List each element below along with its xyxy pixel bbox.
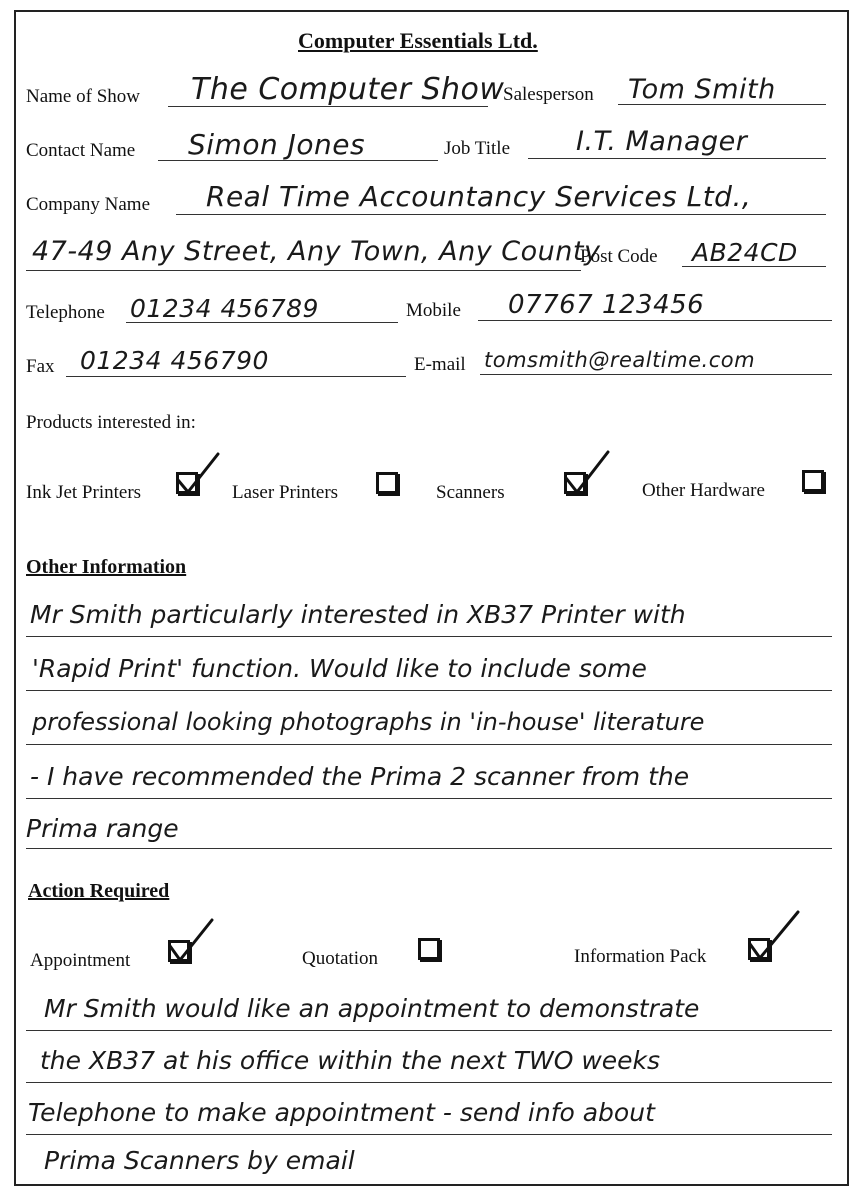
show-label: Name of Show: [26, 86, 140, 107]
other-info-text-4: - I have recommended the Prima 2 scanner from the: [30, 762, 690, 791]
fax-value[interactable]: 01234 456790: [80, 346, 269, 375]
address-line: [26, 270, 581, 271]
action-line-2: [26, 1082, 832, 1083]
mobile-label: Mobile: [406, 300, 461, 321]
email-line: [480, 374, 832, 375]
email-value[interactable]: tomsmith@realtime.com: [484, 348, 756, 372]
product-laser-label: Laser Printers: [232, 482, 339, 503]
salesperson-value[interactable]: Tom Smith: [628, 74, 776, 105]
contact-value[interactable]: Simon Jones: [188, 128, 366, 161]
other-info-line-4: [26, 798, 832, 799]
lead-form-sheet: [14, 10, 849, 1186]
company-label: Company Name: [26, 194, 151, 215]
product-other-label: Other Hardware: [642, 480, 765, 501]
action-appointment-label: Appointment: [30, 950, 131, 971]
company-line: [176, 214, 826, 215]
action-info-pack-label: Information Pack: [574, 946, 707, 967]
contact-label: Contact Name: [26, 140, 136, 161]
action-appointment-tick-icon: [166, 916, 216, 968]
company-value[interactable]: Real Time Accountancy Services Ltd.,: [206, 180, 752, 213]
other-info-text-3: professional looking photographs in 'in-house' literature: [32, 708, 705, 736]
action-text-3: Telephone to make appointment - send info about: [28, 1098, 655, 1127]
product-laser-checkbox[interactable]: [376, 472, 398, 494]
salesperson-label: Salesperson: [503, 84, 594, 105]
other-info-line-1: [26, 636, 832, 637]
other-info-text-1: Mr Smith particularly interested in XB37 Printer with: [30, 600, 686, 629]
job-title-line: [528, 158, 826, 159]
other-info-line-3: [26, 744, 832, 745]
product-other-checkbox[interactable]: [802, 470, 824, 492]
address-value[interactable]: 47-49 Any Street, Any Town, Any County: [32, 236, 601, 267]
action-text-2: the XB37 at his office within the next TWO weeks: [40, 1046, 661, 1075]
products-heading: Products interested in:: [26, 412, 196, 433]
telephone-value[interactable]: 01234 456789: [130, 294, 319, 323]
action-line-1: [26, 1030, 832, 1031]
product-scanners-tick-icon: [562, 448, 612, 500]
action-text-1: Mr Smith would like an appointment to demonstrate: [44, 994, 700, 1023]
form-title: Computer Essentials Ltd.: [298, 28, 538, 53]
show-value[interactable]: The Computer Show: [191, 72, 505, 107]
action-info-pack-tick-icon: [746, 908, 802, 966]
action-text-4: Prima Scanners by email: [44, 1146, 355, 1175]
job-title-label: Job Title: [444, 138, 511, 159]
fax-label: Fax: [26, 356, 55, 377]
job-title-value[interactable]: I.T. Manager: [576, 126, 748, 157]
other-info-text-5: Prima range: [26, 814, 179, 843]
product-scanners-label: Scanners: [436, 482, 505, 503]
other-info-text-2: 'Rapid Print' function. Would like to include some: [32, 654, 647, 683]
action-quotation-checkbox[interactable]: [418, 938, 440, 960]
postcode-value[interactable]: AB24CD: [692, 238, 798, 267]
email-label: E-mail: [414, 354, 466, 375]
other-info-heading: Other Information: [26, 556, 187, 578]
other-info-line-2: [26, 690, 832, 691]
telephone-label: Telephone: [26, 302, 105, 323]
mobile-line: [478, 320, 832, 321]
other-info-line-5: [26, 848, 832, 849]
mobile-value[interactable]: 07767 123456: [508, 290, 705, 320]
postcode-label: Post Code: [580, 246, 658, 267]
product-inkjet-tick-icon: [174, 450, 222, 500]
action-quotation-label: Quotation: [302, 948, 378, 969]
product-inkjet-label: Ink Jet Printers: [26, 482, 142, 503]
action-heading: Action Required: [28, 880, 170, 902]
action-line-3: [26, 1134, 832, 1135]
fax-line: [66, 376, 406, 377]
